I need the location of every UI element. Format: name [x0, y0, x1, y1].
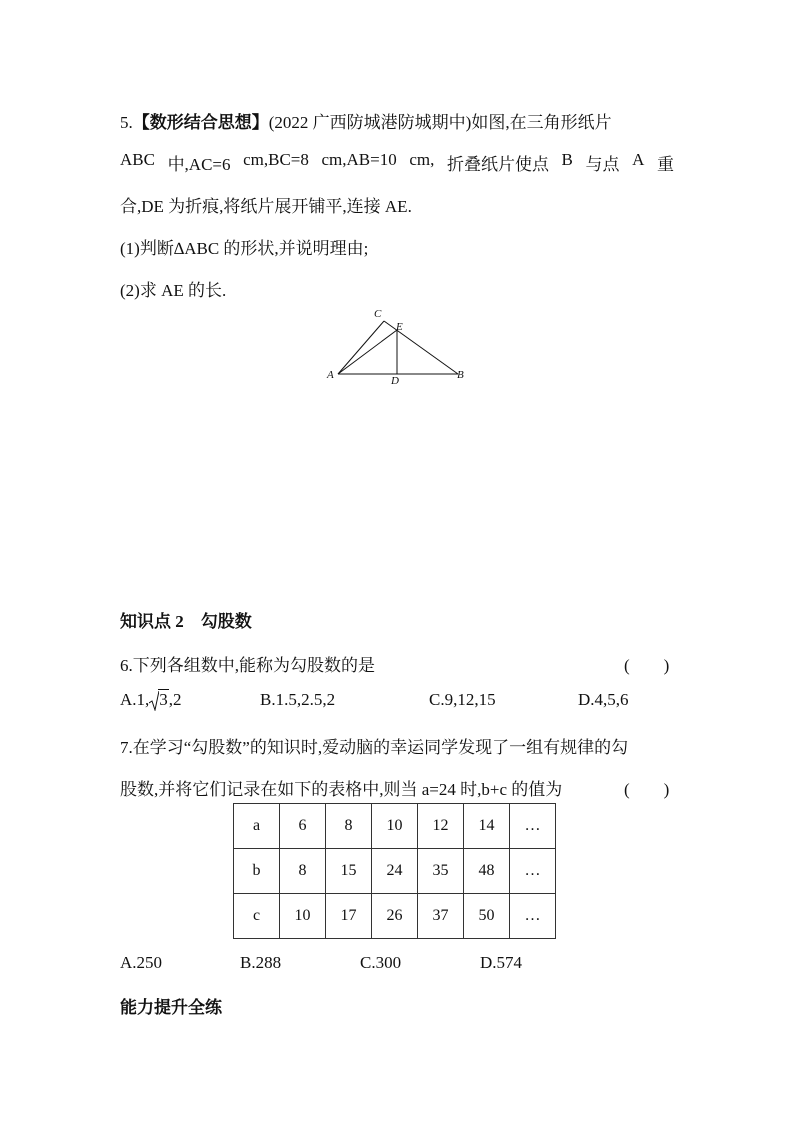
label-b: B: [457, 369, 464, 381]
table-cell: …: [510, 849, 556, 894]
segment-ae: [338, 330, 397, 374]
table-cell: 48: [464, 849, 510, 894]
q6-option-b: B.1.5,2.5,2: [260, 690, 336, 709]
table-cell: 17: [326, 894, 372, 939]
q7-option-b: B.288: [240, 953, 282, 972]
table-cell: 6: [280, 804, 326, 849]
q7-option-a: A.250: [120, 953, 163, 972]
q6-option-a-radicand: 3: [159, 690, 168, 709]
q5-line2-part: 中,AC=6: [167, 155, 231, 174]
table-cell: 37: [418, 894, 464, 939]
label-c: C: [374, 308, 382, 320]
table-cell: 35: [418, 849, 464, 894]
q5-line2-part: A: [632, 150, 645, 169]
q7-option-c: C.300: [360, 953, 402, 972]
q5-number: 5.: [120, 113, 133, 132]
q5-part1: (1)判断∆ABC 的形状,并说明理由;: [120, 239, 369, 258]
q7-option-d: D.574: [480, 953, 523, 972]
q5-source: (2022 广西防城港防城期中)如图,在三角形纸片: [268, 113, 612, 132]
q7-line1: 7.在学习“勾股数”的知识时,爱动脑的幸运同学发现了一组有规律的勾: [120, 738, 629, 757]
q6-stem: 6.下列各组数中,能称为勾股数的是: [120, 656, 375, 675]
q5-line1: [120, 108, 612, 133]
q5-line2-part: cm,BC=8: [243, 150, 309, 169]
q5-line2-part: 重: [656, 155, 674, 174]
q6-option-a: [120, 690, 182, 710]
label-d: D: [391, 375, 399, 387]
table-cell: 24: [372, 849, 418, 894]
segment-ac: [338, 321, 384, 374]
q5-line3: 合,DE 为折痕,将纸片展开铺平,连接 AE.: [120, 197, 412, 216]
table-cell: 8: [280, 849, 326, 894]
table-row: [234, 849, 556, 894]
q5-part2: (2)求 AE 的长.: [120, 281, 227, 300]
table-cell: b: [234, 849, 280, 894]
table-cell: 8: [326, 804, 372, 849]
q6-answer-paren: ( ): [624, 656, 670, 675]
q5-line2: [120, 150, 674, 175]
table-cell: 14: [464, 804, 510, 849]
table-cell: 12: [418, 804, 464, 849]
q7-answer-paren: ( ): [624, 780, 670, 799]
q5-line2-part: cm,AB=10: [321, 150, 397, 169]
label-e: E: [396, 321, 403, 333]
section-title-knowledge-2: 知识点 2 勾股数: [120, 612, 252, 631]
sqrt-symbol: [149, 690, 169, 710]
table-row: [234, 894, 556, 939]
section-title-ability: 能力提升全练: [120, 998, 222, 1017]
q6-option-c: C.9,12,15: [429, 690, 496, 709]
q7-line2: 股数,并将它们记录在如下的表格中,则当 a=24 时,b+c 的值为: [120, 780, 563, 799]
q6-option-a-suffix: ,2: [168, 690, 182, 709]
table-row: [234, 804, 556, 849]
q5-line2-part: ABC: [120, 150, 155, 169]
table-cell: a: [234, 804, 280, 849]
table-cell: …: [510, 894, 556, 939]
q5-line2-part: cm,: [409, 150, 435, 169]
pythagorean-table: [233, 803, 556, 939]
q5-line2-part: 折叠纸片使点: [446, 155, 549, 174]
q5-line2-part: 与点: [585, 155, 620, 174]
table-cell: c: [234, 894, 280, 939]
table-cell: 15: [326, 849, 372, 894]
triangle-figure: [322, 302, 482, 392]
table-cell: 50: [464, 894, 510, 939]
table-cell: 10: [280, 894, 326, 939]
table-cell: 10: [372, 804, 418, 849]
q5-line2-part: B: [561, 150, 573, 169]
label-a: A: [327, 369, 334, 381]
table-cell: …: [510, 804, 556, 849]
q5-tag: 【数形结合思想】: [132, 113, 269, 132]
table-cell: 26: [372, 894, 418, 939]
q6-option-d: D.4,5,6: [578, 690, 629, 709]
q6-option-a-prefix: A.1,: [120, 690, 150, 709]
